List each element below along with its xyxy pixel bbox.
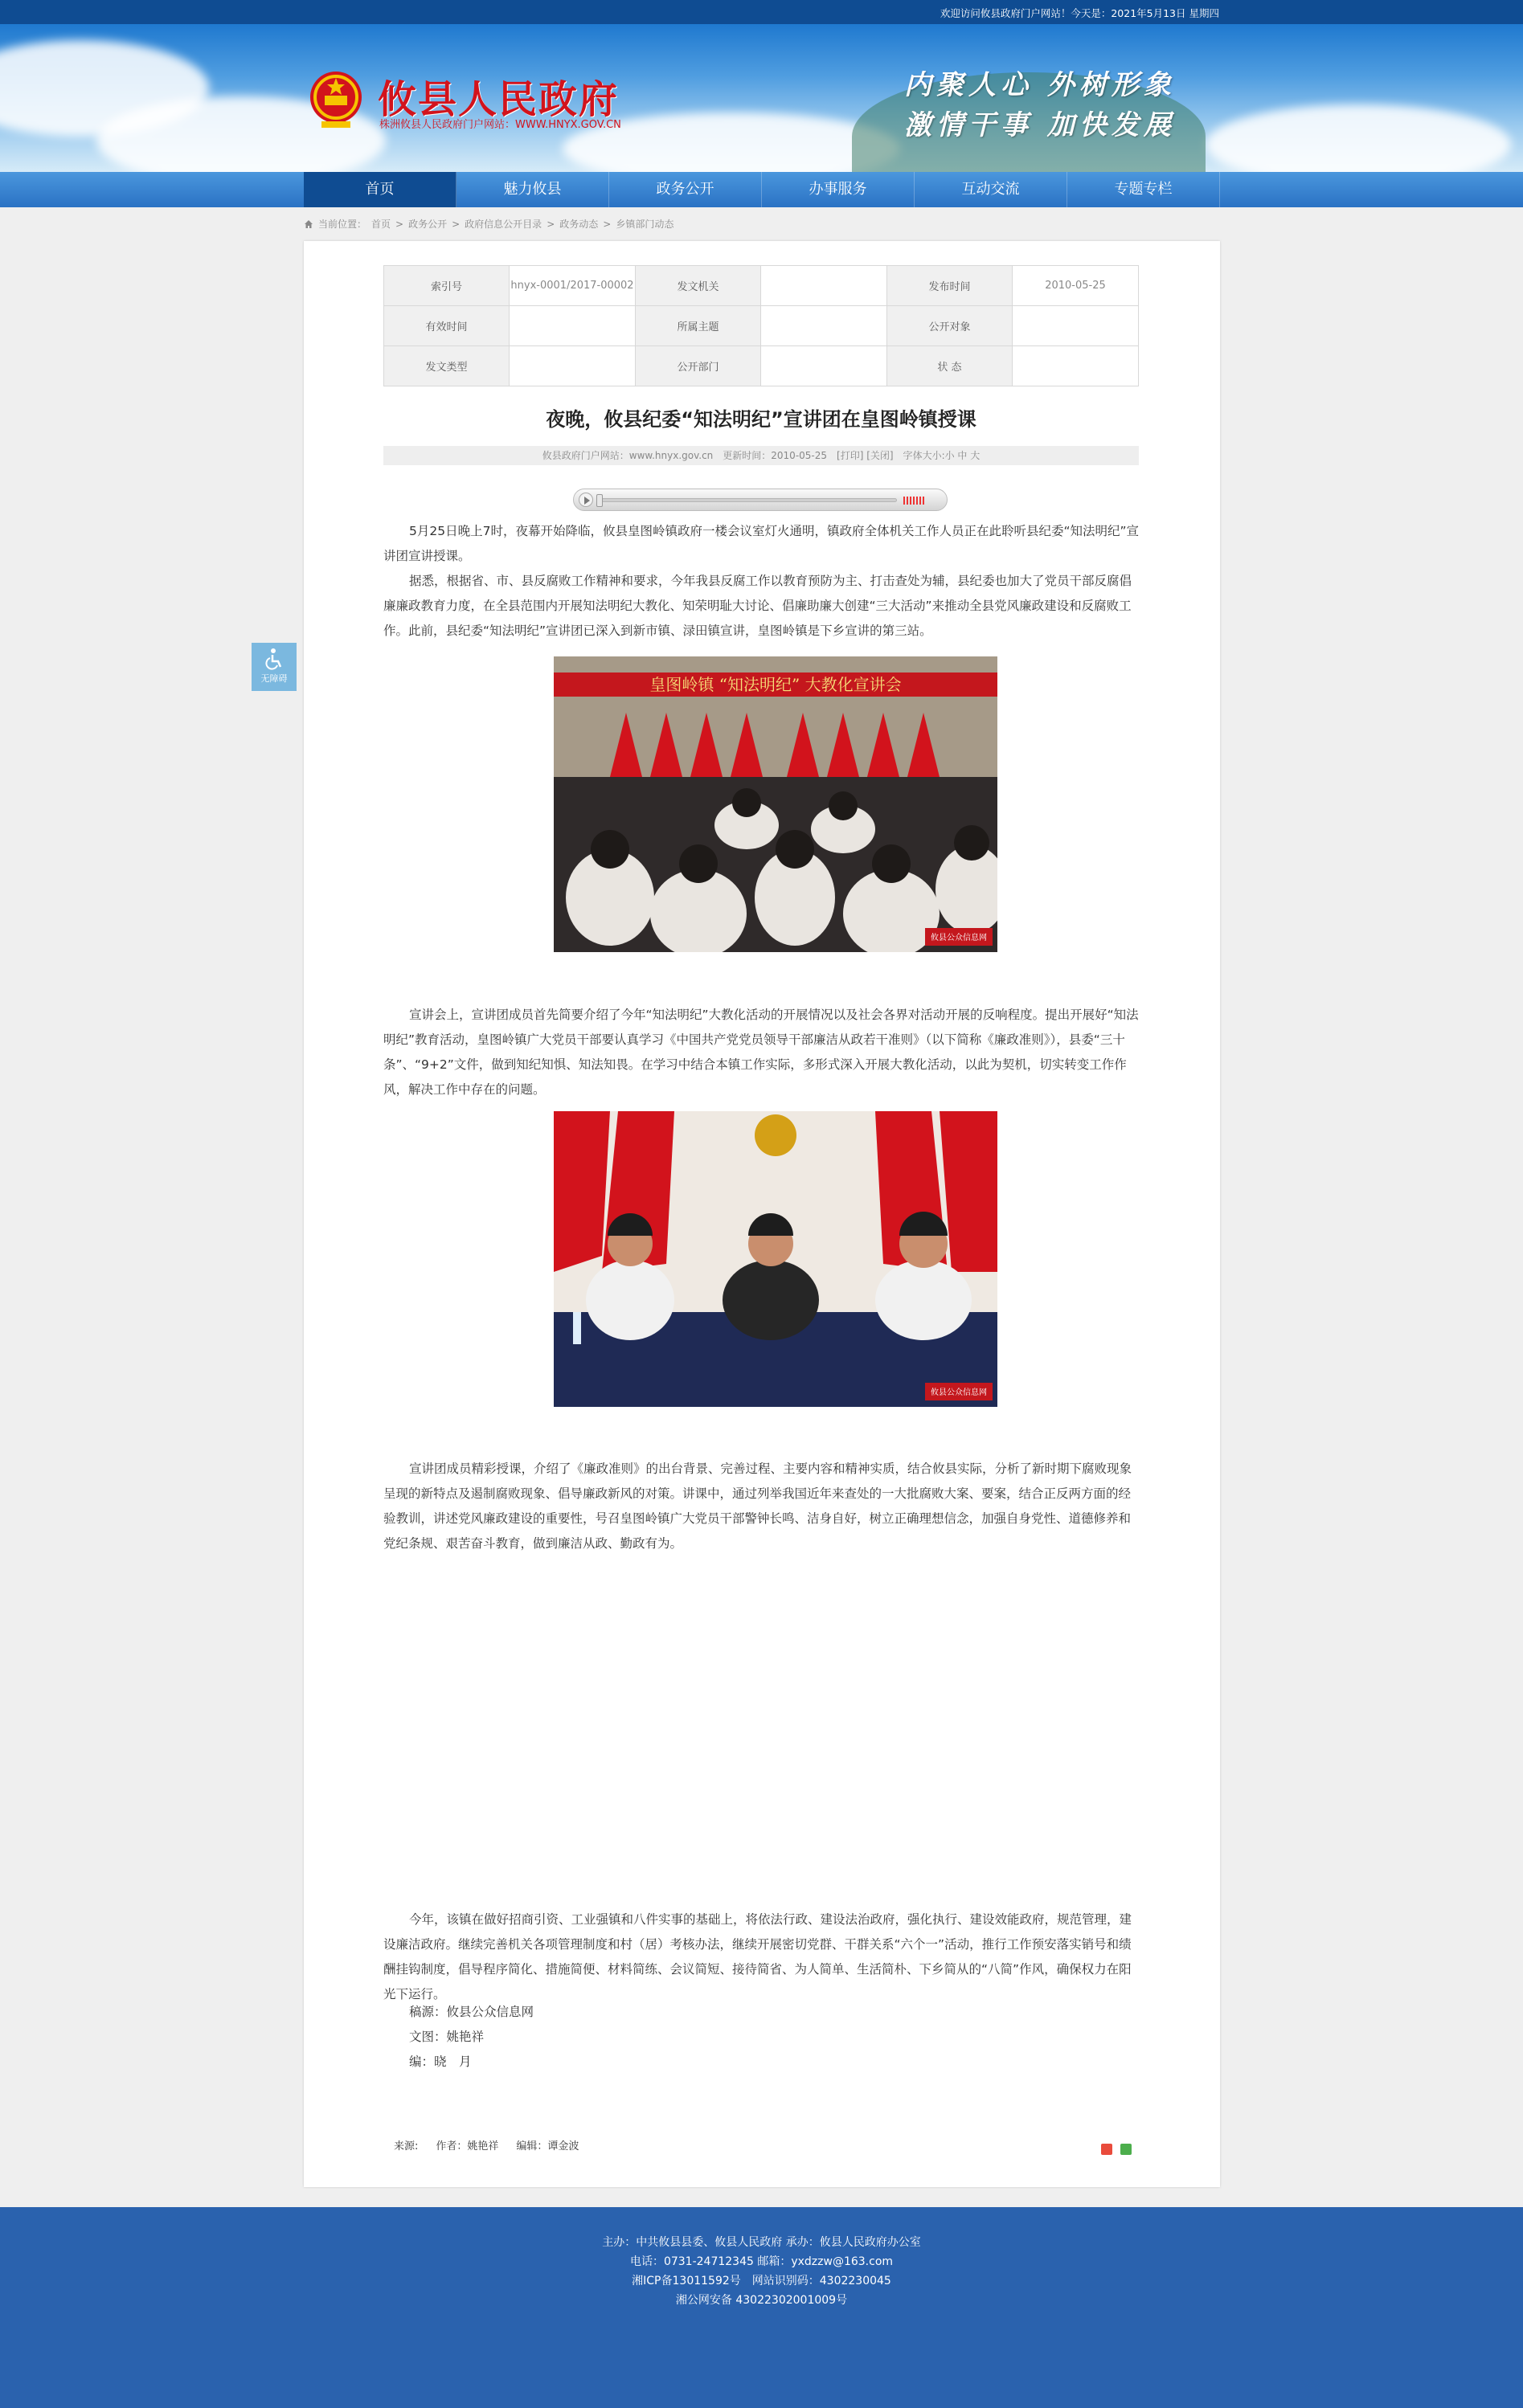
cloud-decoration: [1206, 104, 1511, 172]
photo-watermark: 攸县公众信息网: [931, 934, 987, 942]
meta-value: [761, 266, 887, 306]
article-paragraph: 今年，该镇在做好招商引资、工业强镇和八件实事的基础上，将依法行政、建设法治政府，强化执行、建设效能政府，规范管理，建设廉洁政府。继续完善机关各项管理制度和村（居）考核办法，继续开展密切党群、干群关系“六个一”活动，推行工作预安落实销号和绩酬挂钩制度，倡导程序简化、措施简便、材料简练、会议简短、接待简省、为人简单、生活简朴、下乡简从的“八简”作风，确保权力在阳光下运行。: [383, 1912, 1132, 2001]
progress-handle[interactable]: [596, 494, 603, 507]
audio-player: [573, 489, 948, 511]
photo-banner-text: 皇图岭镇 “知法明纪” 大教化宣讲会: [649, 675, 902, 694]
main-nav: [0, 172, 1523, 207]
meta-key: 公开对象: [887, 306, 1013, 346]
breadcrumb-separator: >: [395, 218, 404, 230]
article-paragraph: 5月25日晚上7时，夜幕开始降临，攸县皇图岭镇政府一楼会议室灯火通明，镇政府全体机关工作人员正在此聆听县纪委“知法明纪”宣讲团宣讲授课。: [383, 524, 1140, 563]
breadcrumb-item[interactable]: 首页: [371, 219, 391, 230]
photo-watermark: 攸县公众信息网: [931, 1388, 987, 1397]
slogan-line-2: 激情干事 加快发展: [904, 109, 1176, 141]
meta-key: 发文机关: [636, 266, 761, 306]
site-subtitle: 株洲攸县人民政府门户网站：WWW.HNYX.GOV.CN: [379, 119, 621, 131]
source-label: 来源:: [394, 2140, 419, 2152]
article-info-bar: 攸县政府门户网站：www.hnyx.gov.cn 更新时间：2010-05-25 [打印] [关闭] 字体大小:小 中 大: [383, 446, 1139, 465]
accessibility-label: 无障碍: [260, 673, 288, 684]
source-credit: 稿源：攸县公众信息网: [409, 2005, 534, 2019]
meta-value: [1013, 306, 1139, 346]
slogan-line-1: 内聚人心 外树形象: [904, 69, 1176, 101]
progress-track[interactable]: [600, 498, 897, 502]
nav-item-home[interactable]: 首页: [304, 172, 456, 207]
meta-value: [510, 346, 636, 386]
volume-icon[interactable]: [903, 497, 924, 505]
meta-value: [761, 346, 887, 386]
meta-key: 所属主题: [636, 306, 761, 346]
author-label: 作者：姚艳祥: [436, 2140, 499, 2152]
meta-key: 状 态: [887, 346, 1013, 386]
nav-item-interaction[interactable]: 互动交流: [915, 172, 1067, 207]
meeting-hall-photo: [554, 656, 997, 952]
meta-key: 索引号: [384, 266, 510, 306]
footer-contact: 电话：0731-24712345 邮箱：yxdzzw@163.com: [629, 2255, 894, 2268]
meta-key: 有效时间: [384, 306, 510, 346]
meta-key: 发布时间: [887, 266, 1013, 306]
footer-icp[interactable]: 湘ICP备13011592号 网站识别码：4302230045: [632, 2275, 891, 2287]
photo-credit: 文图：姚艳祥: [409, 2030, 485, 2044]
national-emblem-icon[interactable]: [307, 68, 365, 133]
meta-key: 公开部门: [636, 346, 761, 386]
article-paragraph: 宣讲会上，宣讲团成员首先简要介绍了今年“知法明纪”大教化活动的开展情况以及社会各界对活动开展的反响程度。提出开展好“知法明纪”教育活动，皇图岭镇广大党员干部要认真学习《中国共产党党员领导干部廉洁从政若干准则》（以下简称《廉政准则》），县委“三十条”、“9+2”文件，做到知纪知惧、知法知畏。在学习中结合本镇工作实际，多形式深入开展大教化活动，以此为契机，切实转变工作作风，解决工作中存在的问题。: [383, 1008, 1139, 1097]
meta-key: 发文类型: [384, 346, 510, 386]
footer-sponsor: 主办：中共攸县县委、攸县人民政府 承办：攸县人民政府办公室: [602, 2236, 921, 2249]
meta-value: [510, 306, 636, 346]
nav-item-services[interactable]: 办事服务: [762, 172, 915, 207]
nav-item-charm[interactable]: 魅力攸县: [456, 172, 609, 207]
wheelchair-icon: [264, 648, 285, 670]
accessibility-button[interactable]: [252, 643, 297, 691]
meta-value: [1013, 346, 1139, 386]
footer-police-record[interactable]: 湘公网安备 43022302001009号: [675, 2294, 848, 2307]
editor-credit: 编：晓 月: [409, 2054, 472, 2069]
info-table: [383, 265, 1139, 386]
article-paragraph: 据悉，根据省、市、县反腐败工作精神和要求，今年我县反腐工作以教育预防为主、打击查处为辅，县纪委也加大了党员干部反腐倡廉廉政教育力度，在全县范围内开展知法明纪大教化、知荣明耻大讨论、倡廉助廉大创建“三大活动”来推动全县党风廉政建设和反腐败工作。此前，县纪委“知法明纪”宣讲团已深入到新市镇、渌田镇宣讲，皇图岭镇是下乡宣讲的第三站。: [383, 574, 1132, 638]
breadcrumb-item[interactable]: 政务公开: [408, 219, 448, 230]
breadcrumb-prefix: 当前位置：: [318, 219, 367, 230]
article-meta-footer: [394, 2137, 579, 2152]
editor-label: 编辑：谭金波: [516, 2140, 579, 2152]
breadcrumb: [304, 217, 673, 231]
play-button[interactable]: [579, 493, 593, 507]
nav-item-topics[interactable]: 专题专栏: [1067, 172, 1220, 207]
meta-value: 2010-05-25: [1013, 266, 1139, 306]
breadcrumb-separator: >: [603, 218, 612, 230]
welcome-text: 欢迎访问攸县政府门户网站！今天是：2021年5月13日 星期四: [940, 7, 1219, 19]
breadcrumb-item[interactable]: 政务动态: [559, 219, 599, 230]
share-weibo-icon[interactable]: [1101, 2144, 1112, 2155]
meta-value: [761, 306, 887, 346]
nav-item-gov-affairs[interactable]: 政务公开: [609, 172, 762, 207]
speakers-photo: [554, 1111, 997, 1407]
share-wechat-icon[interactable]: [1120, 2144, 1132, 2155]
breadcrumb-separator: >: [547, 218, 555, 230]
site-title[interactable]: 攸县人民政府: [378, 77, 620, 122]
site-footer: [0, 2207, 1523, 2408]
top-bar: [0, 0, 1523, 24]
article-card: [304, 241, 1220, 2187]
article-title: 夜晚，攸县纪委“知法明纪”宣讲团在皇图岭镇授课: [546, 408, 976, 431]
meta-value: hnyx-0001/2017-00002: [510, 266, 636, 306]
breadcrumb-separator: >: [452, 218, 461, 230]
article-paragraph: 宣讲团成员精彩授课，介绍了《廉政准则》的出台背景、完善过程、主要内容和精神实质，结合攸县实际，分析了新时期下腐败现象呈现的新特点及遏制腐败现象、倡导廉政新风的对策。讲课中，通过列举我国近年来查处的一大批腐败大案、要案，结合正反两方面的经验教训，讲述党风廉政建设的重要性，号召皇图岭镇广大党员干部警钟长鸣、洁身自好，树立正确理想信念，加强自身党性、道德修养和党纪条规、艰苦奋斗教育，做到廉洁从政、勤政有为。: [383, 1462, 1132, 1551]
home-icon: [304, 219, 313, 229]
header-banner: [0, 24, 1523, 172]
breadcrumb-item[interactable]: 政府信息公开目录: [465, 219, 542, 230]
breadcrumb-item[interactable]: 乡镇部门动态: [616, 219, 674, 230]
